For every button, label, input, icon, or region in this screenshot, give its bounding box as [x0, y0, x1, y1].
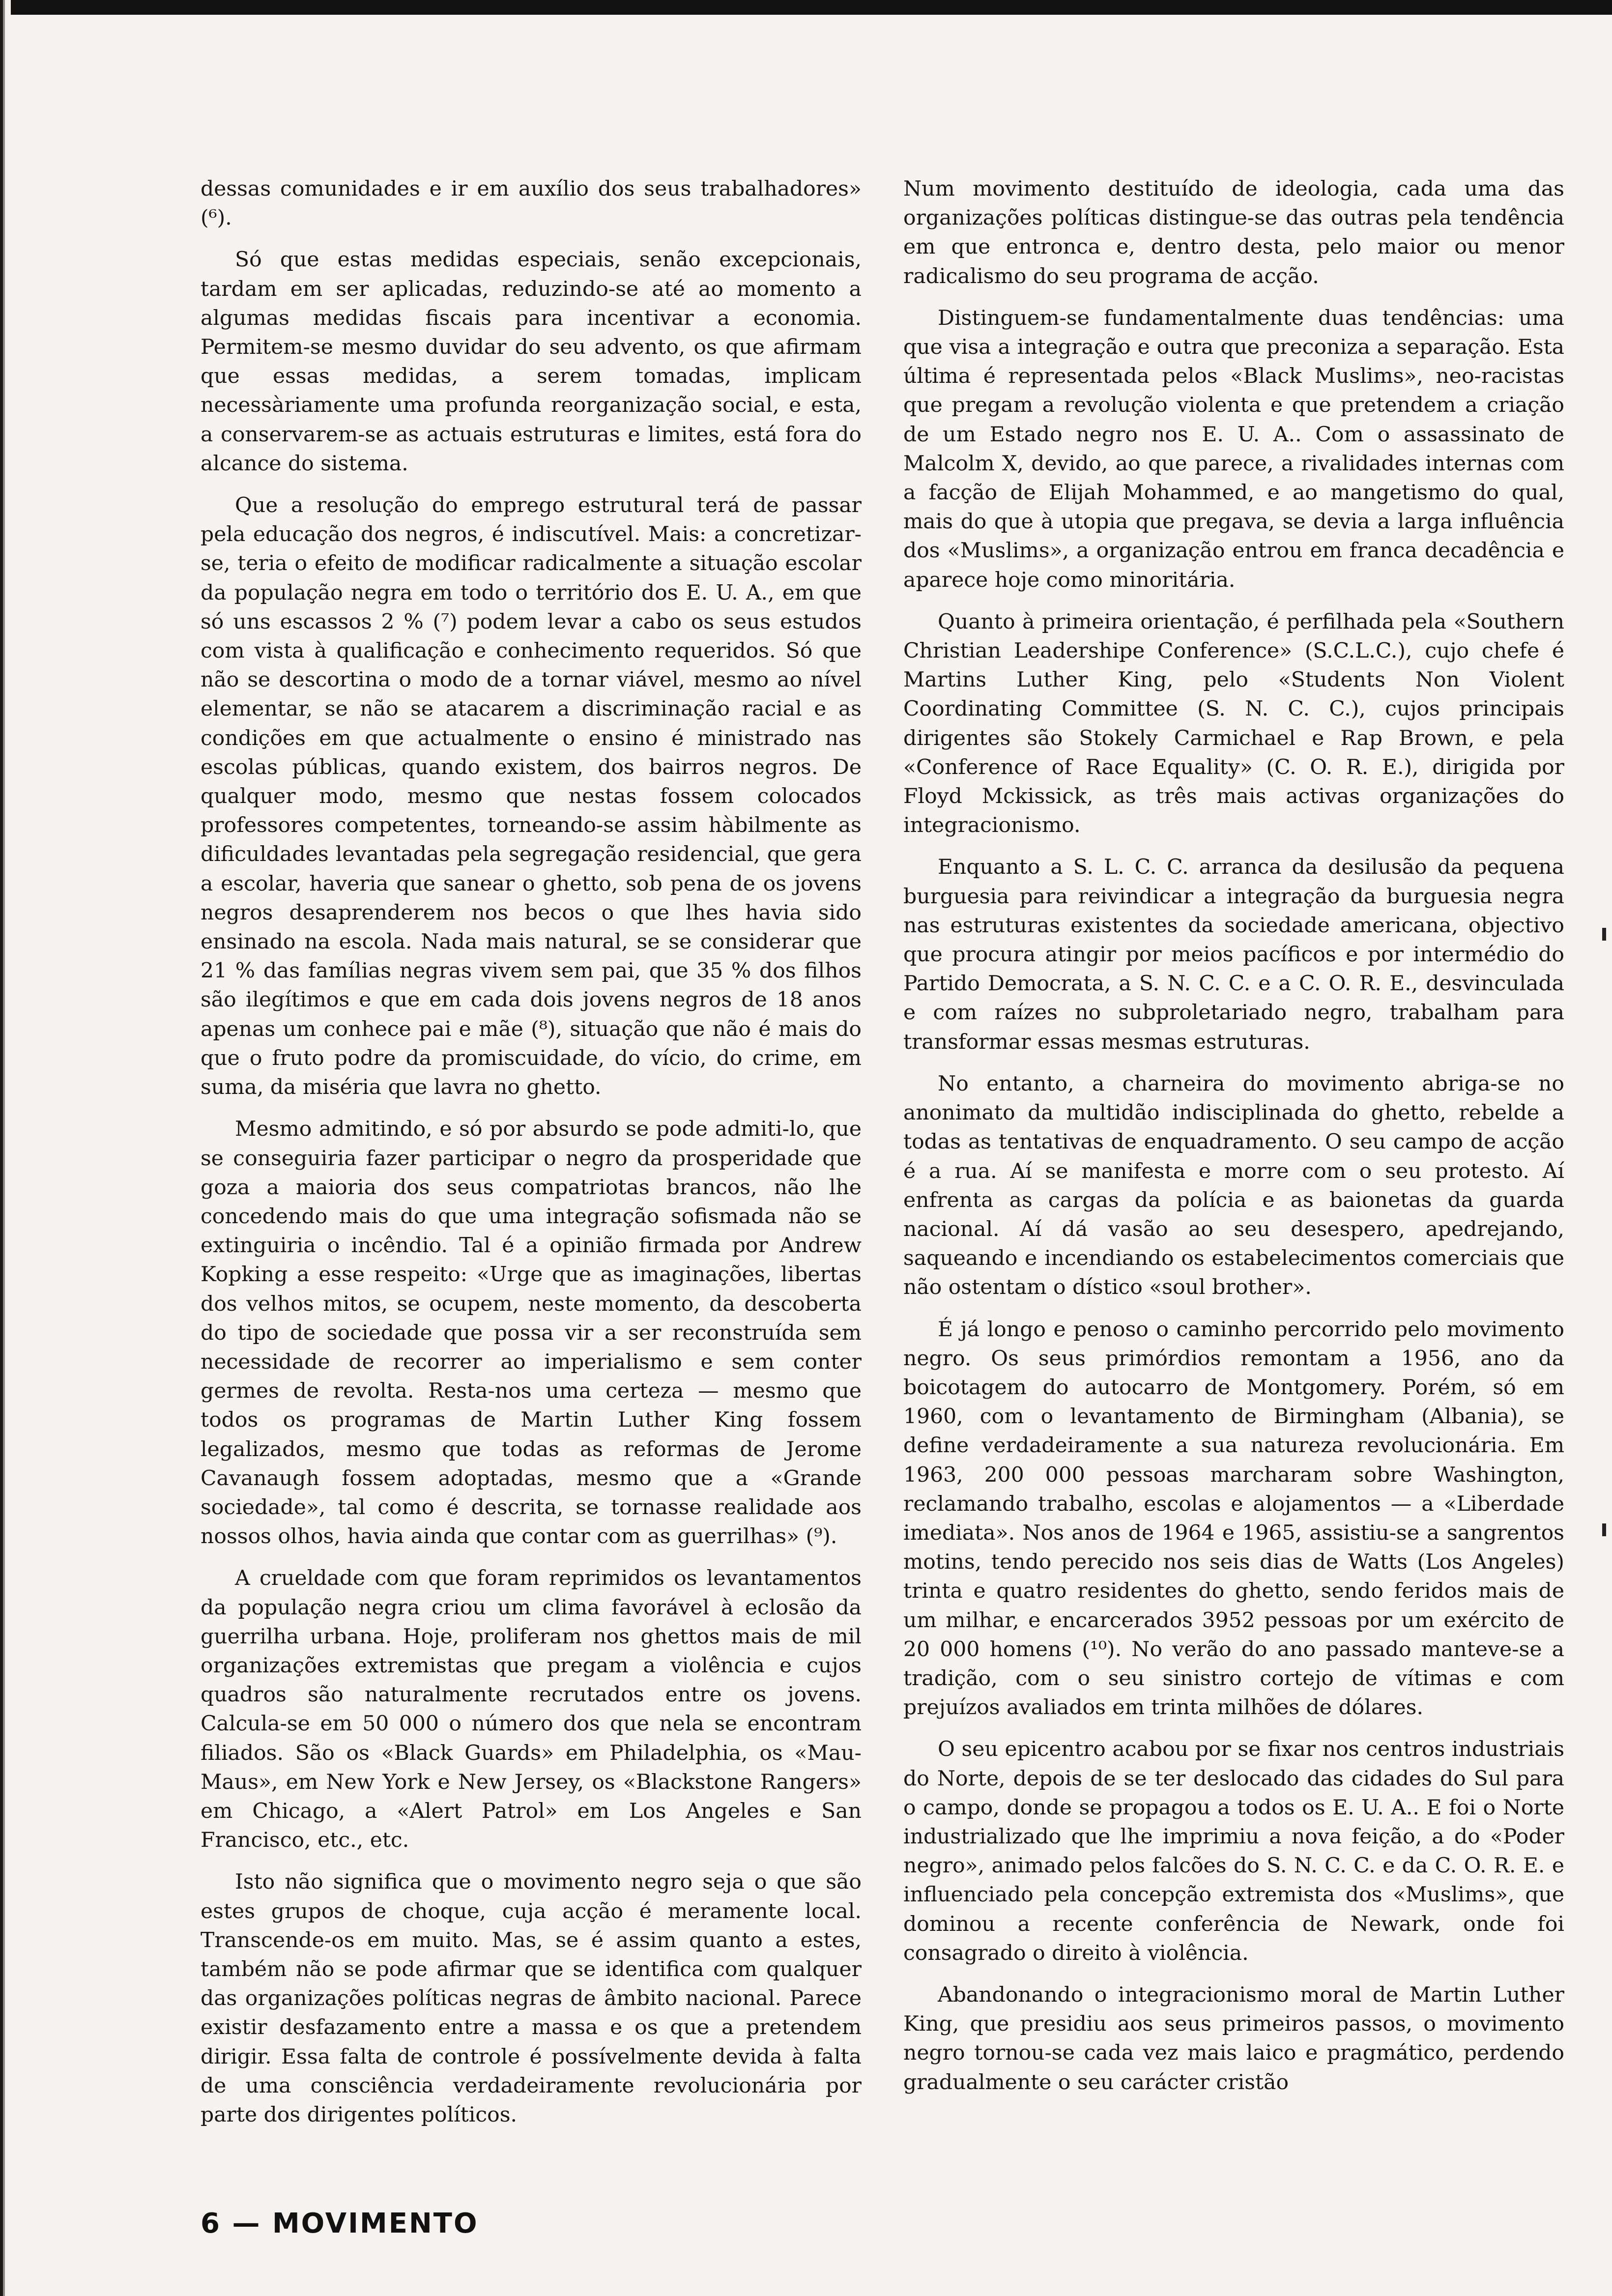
paragraph: Isto não significa que o movimento negro seja o que são estes grupos de choque, cuja acção é meramente local. Transcende-os em muito. Mas, se é assim quanto a estes, também não se pode afirmar que se identifica com qualquer das organizações políticas negras de âmbito nacional. Parece existir desfazamento entre a massa e os que a pretendem dirigir. Essa falta de controle é possívelmente devida à falta de uma consciência verdadeiramente revolucionária por parte dos dirigentes políticos.: [201, 1870, 862, 2127]
scan-edge-mark: [1602, 928, 1606, 941]
paragraph: Só que estas medidas especiais, senão excepcionais, tardam em ser aplicadas, reduzindo-se até ao momento a algumas medidas fiscais para incentivar a economia. Permitem-se mesmo duvidar do seu advento, os que afirmam que essas medidas, a serem tomadas, implicam necessàriamente uma profunda reorganização social, e esta, a conservarem-se as actuais estruturas e limites, está fora do alcance do sistema.: [201, 248, 862, 476]
paragraph: dessas comunidades e ir em auxílio dos seus trabalhadores» (⁶).: [201, 177, 862, 230]
paragraph: Abandonando o integracionismo moral de Martin Luther King, que presidiu aos seus primeiros passos, o movimento negro tornou-se cada vez mais laico e pragmático, perdendo gradualmente o seu carácter cristão: [903, 1982, 1564, 2095]
paragraph: Que a resolução do emprego estrutural terá de passar pela educação dos negros, é indiscutível. Mais: a concretizar-se, teria o efeito de modificar radicalmente a situação escolar da população negra em todo o território dos E. U. A., em que só uns escassos 2 % (⁷) podem levar a cabo os seus estudos com vista à qualificação e conhecimento requeridos. Só que não se descortina o modo de a tornar viável, mesmo ao nível elementar, se não se atacarem a discriminação racial e as condições em que actualmente o ensino é ministrado nas escolas públicas, quando existem, dos bairros negros. De qualquer modo, mesmo que nestas fossem colocados professores competentes, torneando-se assim hàbilmente as dificuldades levantadas pela segregação residencial, que gera a escolar, haveria que sanear o ghetto, sob pena de os jovens negros desaprenderem nos becos o que lhes havia sido ensinado na escola. Nada mais natural, se se considerar que 21 % das famílias negras vivem sem pai, que 35 % dos filhos são ilegítimos e que em cada dois jovens negros de 18 anos apenas um conhece pai e mãe (⁸), situação que não é mais do que o fruto podre da promiscuidade, do vício, do crime, em suma, da miséria que lavra no ghetto.: [201, 493, 862, 1100]
paragraph: No entanto, a charneira do movimento abriga-se no anonimato da multidão indisciplinada do ghetto, rebelde a todas as tentativas de enquadramento. O seu campo de acção é a rua. Aí se manifesta e morre com o seu protesto. Aí enfrenta as cargas da polícia e as baionetas da guarda nacional. Aí dá vasão ao seu desespero, apedrejando, saqueando e incendiando os estabelecimentos comerciais que não ostentam o dístico «soul brother».: [903, 1071, 1564, 1300]
paragraph: É já longo e penoso o caminho percorrido pelo movimento negro. Os seus primórdios remontam a 1956, ano da boicotagem do autocarro de Montgomery. Porém, só em 1960, com o levantamento de Birmingham (Albania), se define verdadeiramente a sua natureza revolucionária. Em 1963, 200 000 pessoas marcharam sobre Washington, reclamando trabalho, escolas e alojamentos — a «Liberdade imediata». Nos anos de 1964 e 1965, assistiu-se a sangrentos motins, tendo perecido nos seis dias de Watts (Los Angeles) trinta e quatro residentes do ghetto, sendo feridos mais de um milhar, e encarcerados 3952 pessoas por um exército de 20 000 homens (¹⁰). No verão do ano passado manteve-se a tradição, com o seu sinistro cortejo de vítimas e com prejuízos avaliados em trinta milhões de dólares.: [903, 1317, 1564, 1720]
right-text-column: [903, 174, 1564, 2110]
left-text-column: [201, 174, 862, 2142]
paragraph: Enquanto a S. L. C. C. arranca da desilusão da pequena burguesia para reivindicar a integração da burguesia negra nas estruturas existentes da sociedade americana, objectivo que procura atingir por meios pacíficos e por intermédio do Partido Democrata, a S. N. C. C. e a C. O. R. E., desvinculada e com raízes no subproletariado negro, trabalham para transformar essas mesmas estruturas.: [903, 855, 1564, 1054]
paragraph: Distinguem-se fundamentalmente duas tendências: uma que visa a integração e outra que preconiza a separação. Esta última é representada pelos «Black Muslims», neo-racistas que pregam a revolução violenta e que pretendem a criação de um Estado negro nos E. U. A.. Com o assassinato de Malcolm X, devido, ao que parece, a rivalidades internas com a facção de Elijah Mohammed, e ao mangetismo do qual, mais do que à utopia que pregava, se devia a larga influência dos «Muslims», a organização entrou em franca decadência e aparece hoje como minoritária.: [903, 306, 1564, 592]
page-footer: 6 — MOVIMENTO: [201, 2208, 479, 2239]
top-border-rule: [0, 0, 1612, 15]
paragraph: Mesmo admitindo, e só por absurdo se pode admiti-lo, que se conseguiria fazer participar o negro da prosperidade que goza a maioria dos seus compatriotas brancos, não lhe concedendo mais do que uma integração sofismada não se extinguiria o incêndio. Tal é a opinião firmada por Andrew Kopking a esse respeito: «Urge que as imaginações, libertas dos velhos mitos, se ocupem, neste momento, da descoberta do tipo de sociedade que possa vir a ser reconstruída sem necessidade de recorrer ao imperialismo e sem conter germes de revolta. Resta-nos uma certeza — mesmo que todos os programas de Martin Luther King fossem legalizados, mesmo que todas as reformas de Jerome Cavanaugh fossem adoptadas, mesmo que a «Grande sociedade», tal como é descrita, se tornasse realidade aos nossos olhos, havia ainda que contar com as guerrilhas» (⁹).: [201, 1117, 862, 1549]
paragraph: O seu epicentro acabou por se fixar nos centros industriais do Norte, depois de se ter deslocado das cidades do Sul para o campo, donde se propagou a todos os E. U. A.. E foi o Norte industrializado que lhe imprimiu a nova feição, a do «Poder negro», animado pelos falcões do S. N. C. C. e da C. O. R. E. e influenciado pela concepção extremista dos «Muslims», que dominou a recente conferência de Newark, onde foi consagrado o direito à violência.: [903, 1737, 1564, 1965]
paragraph: Quanto à primeira orientação, é perfilhada pela «Southern Christian Leadershipe Conference» (S.C.L.C.), cujo chefe é Martins Luther King, pelo «Students Non Violent Coordinating Committee (S. N. C. C.), cujos principais dirigentes são Stokely Carmichael e Rap Brown, e pela «Conference of Race Equality» (C. O. R. E.), dirigida por Floyd Mckissick, as três mais activas organizações do integracionismo.: [903, 609, 1564, 838]
scan-edge-mark: [1602, 1523, 1606, 1536]
paragraph: A crueldade com que foram reprimidos os levantamentos da população negra criou um clima favorável à eclosão da guerrilha urbana. Hoje, proliferam nos ghettos mais de mil organizações extremistas que pregam a violência e cujos quadros são naturalmente recrutados entre os jovens. Calcula-se em 50 000 o número dos que nela se encontram filiados. São os «Black Guards» em Philadelphia, os «Mau-Maus», em New York e New Jersey, os «Blackstone Rangers» em Chicago, a «Alert Patrol» em Los Angeles e San Francisco, etc., etc.: [201, 1566, 862, 1853]
left-binding-edge: [0, 0, 11, 2296]
paragraph: Num movimento destituído de ideologia, cada uma das organizações políticas distingue-se das outras pela tendência em que entronca e, dentro desta, pelo maior ou menor radicalismo do seu programa de acção.: [903, 177, 1564, 288]
